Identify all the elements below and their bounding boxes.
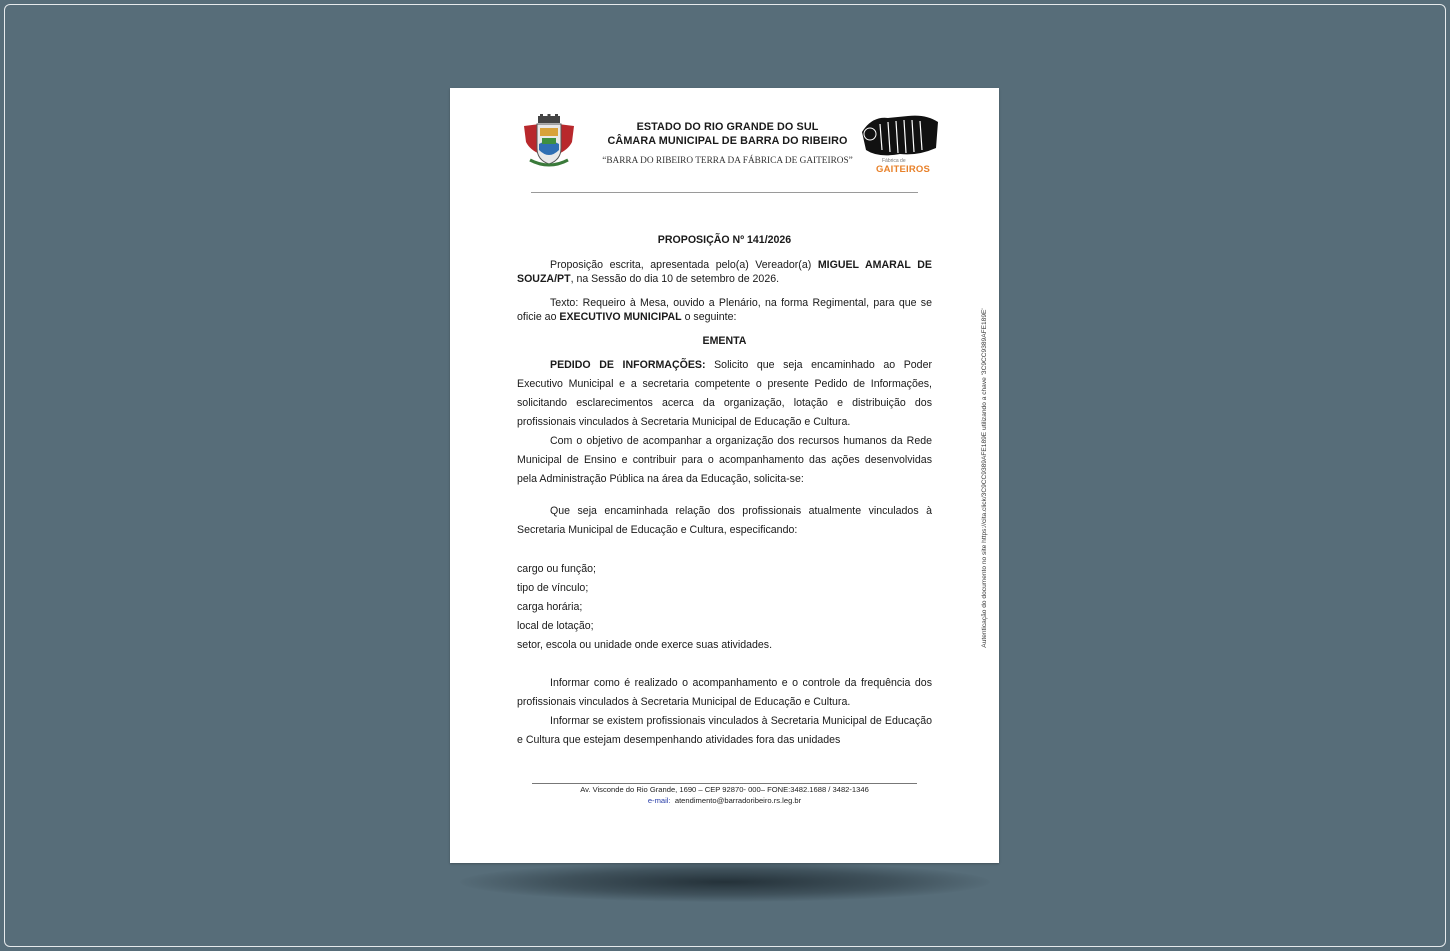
texto-a: Texto: Requeiro à Mesa, ouvido a Plenário, na forma Regimental, para que se oficie ao: [517, 297, 932, 323]
informar2-text: Informar se existem profissionais vinculados à Secretaria Municipal de Educação e Cultura que estejam desempenhando atividades fora das unidades: [517, 715, 932, 746]
accordion-icon: [858, 112, 942, 162]
texto-bold: EXECUTIVO MUNICIPAL: [559, 311, 682, 323]
informar2-paragraph: [517, 712, 932, 750]
informar1-paragraph: [517, 674, 932, 712]
footer-divider: [532, 783, 917, 784]
pedido-text: Solicito que seja encaminhado ao Poder Executivo Municipal e a secretaria competente o presente Pedido de Informações, solicitando esclarecimentos acerca da organização, lotação e distribuição dos profissionais vinculados à Secretaria Municipal de Educação e Cultura.: [517, 359, 932, 428]
footer-email: atendimento@barradoribeiro.rs.leg.br: [674, 796, 802, 805]
intro-paragraph: [517, 258, 932, 286]
objetivo-paragraph: [517, 432, 932, 489]
councillor-name: MIGUEL AMARAL DE SOUZA/PT: [517, 259, 933, 285]
pedido-paragraph: [517, 356, 932, 432]
gaiteiros-logo: [858, 112, 942, 174]
objetivo-text: Com o objetivo de acompanhar a organização dos recursos humanos da Rede Municipal de Ensino e contribuir para o acompanhamento das ações desenvolvidas pela Administração Pública na área da Educação, solicita-se:: [517, 435, 932, 485]
logo-small-text: Fábrica de: [882, 158, 906, 164]
header-divider: [531, 192, 918, 193]
informar1-text: Informar como é realizado o acompanhamento e o controle da frequência dos profissionais vinculados à Secretaria Municipal de Educação e Cultura.: [517, 677, 932, 708]
texto-b: o seguinte:: [681, 311, 737, 323]
pedido-label: PEDIDO DE INFORMAÇÕES:: [550, 359, 706, 371]
logo-text: GAITEIROS: [876, 164, 931, 175]
list-item: local de lotação;: [517, 620, 594, 632]
document-page: [450, 88, 999, 863]
footer-email-label: e-mail:: [647, 796, 671, 805]
footer-address: Av. Visconde do Rio Grande, 1690 – CEP 92870- 000– FONE:3482.1688 / 3482-1346: [580, 785, 869, 794]
list-item: tipo de vínculo;: [517, 582, 589, 594]
intro-text-b: , na Sessão do dia 10 de setembro de 2026.: [570, 273, 780, 285]
header-chamber: CÂMARA MUNICIPAL DE BARRA DO RIBEIRO: [607, 135, 848, 147]
header-motto: “BARRA DO RIBEIRO TERRA DA FÁBRICA DE GAITEIROS”: [602, 156, 853, 166]
page-shadow: [460, 862, 990, 902]
relacao-text: Que seja encaminhada relação dos profissionais atualmente vinculados à Secretaria Municipal de Educação e Cultura, especificando:: [517, 505, 932, 536]
header-state: ESTADO DO RIO GRANDE DO SUL: [636, 121, 819, 133]
footer-email-line: [510, 796, 939, 805]
list-item: cargo ou função;: [517, 563, 596, 575]
ementa-heading: EMENTA: [702, 335, 747, 347]
texto-paragraph: [517, 296, 932, 324]
list-item: carga horária;: [517, 601, 583, 613]
list-item: setor, escola ou unidade onde exerce suas atividades.: [517, 639, 773, 651]
authentication-note: Autenticação do documento no site https://cita.click/3C9CC9389AFE189E utilizando a chave '3C9CC9389AFE189E': [981, 308, 988, 648]
intro-text-a: Proposição escrita, apresentada pelo(a) Vereador(a): [550, 259, 818, 271]
doc-title: PROPOSIÇÃO Nº 141/2026: [657, 234, 792, 246]
relacao-paragraph: [517, 502, 932, 540]
